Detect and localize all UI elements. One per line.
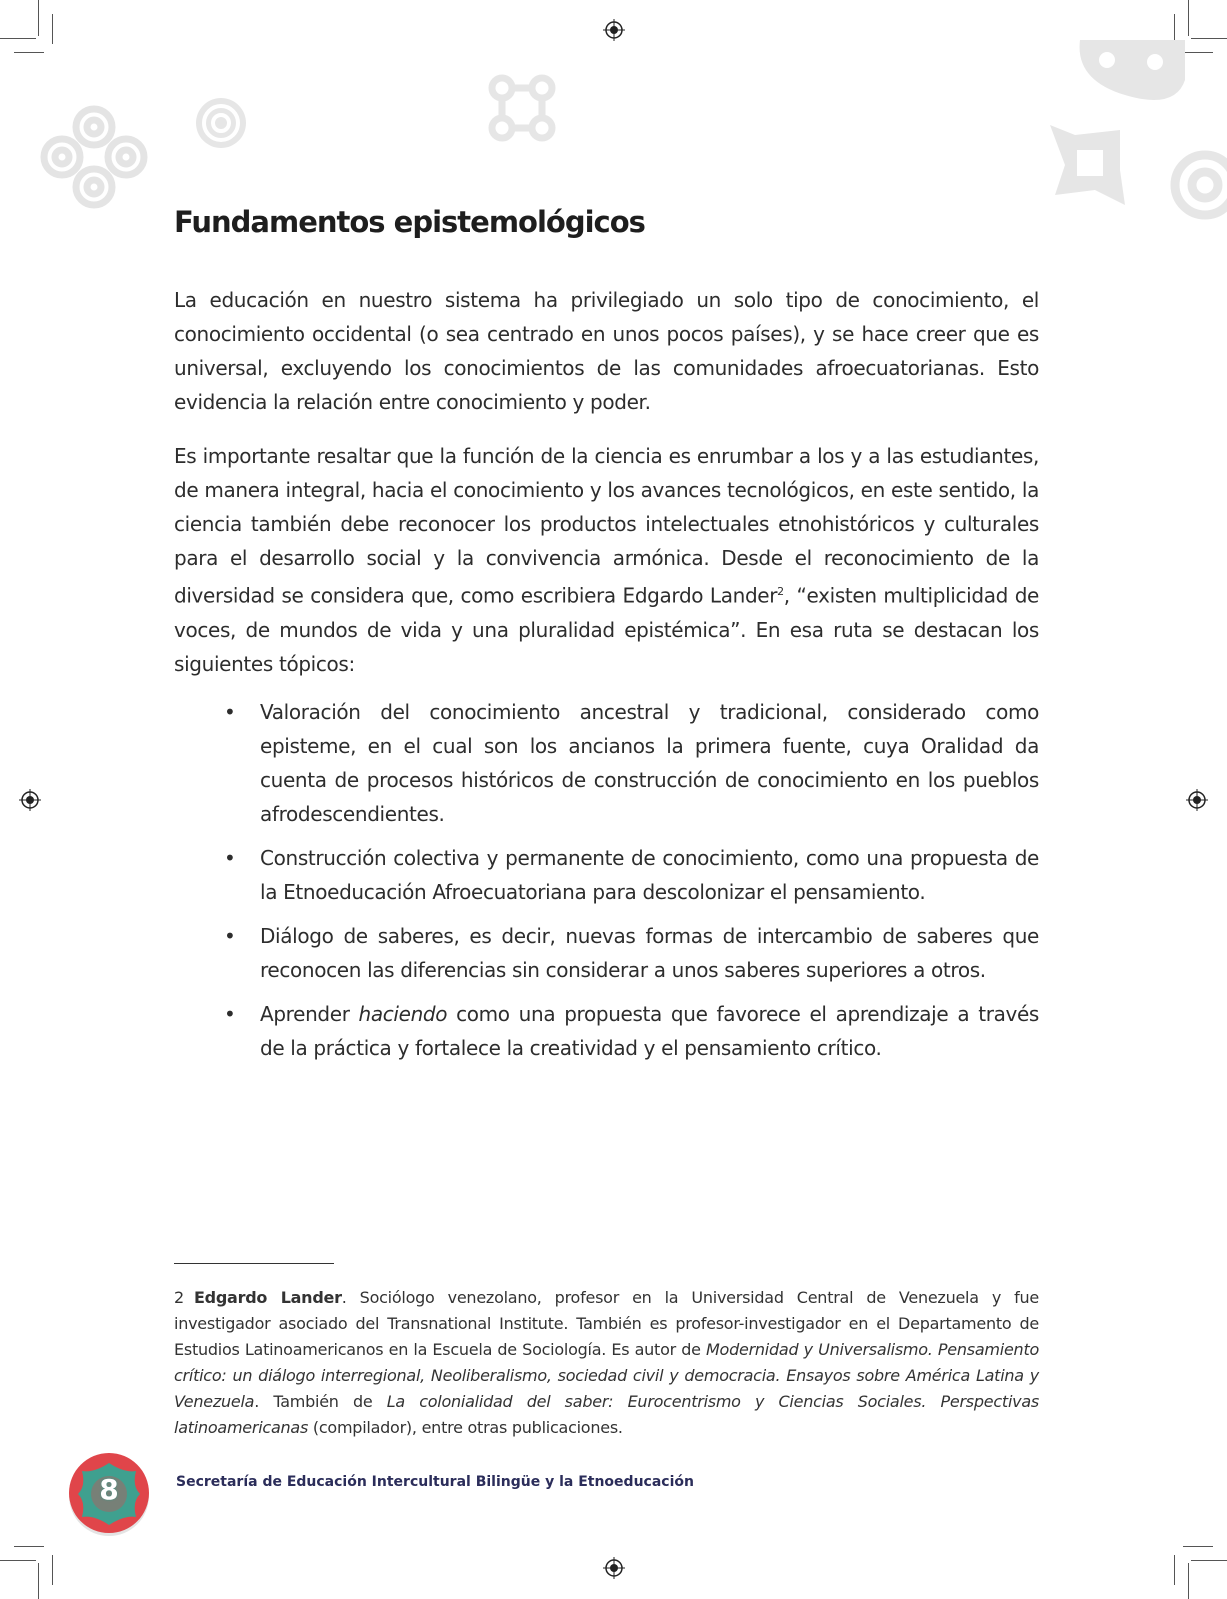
footnote-text: . También de [254,1392,387,1411]
bullet-icon: • [224,924,236,948]
list-item [174,695,1039,831]
footnote-text: (compilador), entre otras publicaciones. [308,1418,623,1437]
crop-mark [14,1546,44,1547]
crop-mark [1188,0,1189,36]
footnote-title: La colonialidad del saber: Eurocentrismo y Ciencias Sociales. Perspectivas latinoamericanas [174,1392,1039,1437]
circle-ornament-icon [193,95,249,151]
knot-ornament-icon [488,74,556,142]
footnote-text: . Sociólogo venezolano, profesor en la Universidad Central de Venezuela y fue investigador asociado del Transnational Institute. También es profesor-investigador en el Departamento de Estudios Latinoamericanos en la Escuela de Sociología. Es autor de [174,1288,1039,1359]
list-item [174,997,1039,1065]
list-item-text: Diálogo de saberes, es decir, nuevas formas de intercambio de saberes que reconocen las diferencias sin considerar a unos saberes superiores a otros. [260,924,1039,982]
crop-mark [0,1560,36,1561]
list-item-text: Aprender [260,1002,359,1026]
crop-mark [52,14,53,44]
footnote-reference: 2 [777,585,784,598]
crop-mark [14,52,44,53]
list-item-text: como una propuesta que favorece el aprendizaje a través de la práctica y fortalece la creatividad y el pensamiento crítico. [260,1002,1039,1060]
crop-mark [0,38,36,39]
footnote [174,1285,1039,1441]
crop-mark [1174,1555,1175,1585]
adinkra-ornament-icon [1045,40,1227,245]
page-footer: Secretaría de Educación Intercultural Bilingüe y la Etnoeducación [176,1474,694,1490]
footnote-number: 2 [174,1288,184,1307]
crop-mark [38,1563,39,1599]
crop-mark [1183,1546,1213,1547]
crop-mark [52,1555,53,1585]
bullet-icon: • [224,700,236,724]
spiral-ornament-icon [38,95,150,215]
registration-mark-icon [603,1557,625,1579]
crop-mark [38,0,39,36]
list-item [174,841,1039,909]
page-heading: Fundamentos epistemológicos [174,205,645,239]
footnote-divider [174,1263,334,1264]
paragraph [174,439,1039,681]
registration-mark-icon [1186,789,1208,811]
crop-mark [1191,38,1227,39]
footnote-title: Modernidad y Universalismo. Pensamiento crítico: un diálogo interregional, Neoliberalismo, sociedad civil y democracia. Ensayos sobre América Latina y Venezuela [174,1340,1040,1411]
paragraph-text: , “existen multiplicidad de voces, de mundos de vida y una pluralidad epistémica”. En esa ruta se destacan los siguientes tópicos: [174,583,1039,676]
bullet-icon: • [224,846,236,870]
list-item-text: Construcción colectiva y permanente de conocimiento, como una propuesta de la Etnoeducación Afroecuatoriana para descolonizar el pensamiento. [260,846,1039,904]
footnote-author: Edgardo Lander [193,1288,342,1307]
list-item-emphasis: haciendo [358,1002,448,1026]
paragraph: La educación en nuestro sistema ha privilegiado un solo tipo de conocimiento, el conocimiento occidental (o sea centrado en unos pocos países), y se hace creer que es universal, excluyendo los conocimientos de las comunidades afroecuatorianas. Esto evidencia la relación entre conocimiento y poder. [174,288,1039,414]
registration-mark-icon [603,19,625,41]
paragraph-text: Es importante resaltar que la función de la ciencia es enrumbar a los y a las estudiantes, de manera integral, hacia el conocimiento y los avances tecnológicos, en este sentido, la ciencia también debe reconocer los productos intelectuales etnohistóricos y culturales para el desarrollo social y la convivencia armónica. Desde el reconocimiento de la diversidad se considera que, como escribiera Edgardo Lander [174,444,1039,608]
bullet-list [174,695,1039,1075]
registration-mark-icon [19,789,41,811]
crop-mark [1191,1560,1227,1561]
page-number: 8 [99,1473,119,1506]
crop-mark [1188,1563,1189,1599]
list-item [174,919,1039,987]
bullet-icon: • [224,1002,236,1026]
list-item-text: Valoración del conocimiento ancestral y tradicional, considerado como episteme, en el cual son los ancianos la primera fuente, cuya Oralidad da cuenta de procesos históricos de construcción de conocimiento en los pueblos afrodescendientes. [260,700,1039,826]
